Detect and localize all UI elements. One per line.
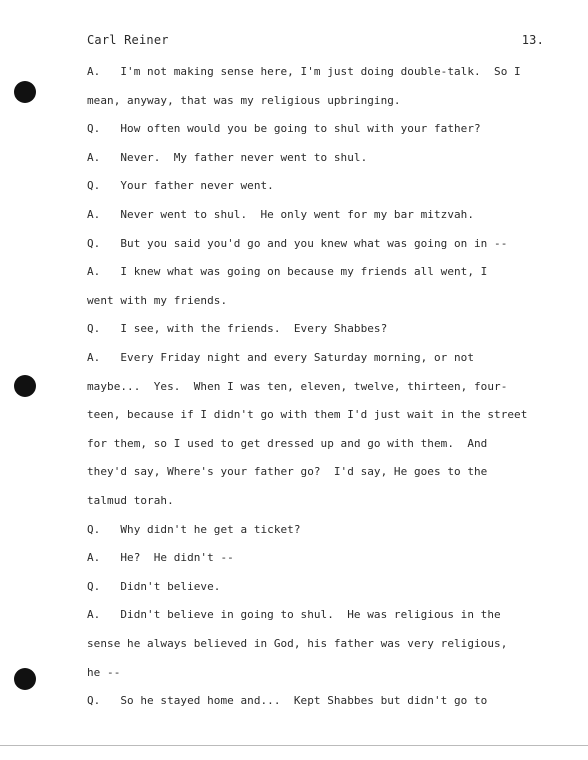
transcript-line: Q. Why didn't he get a ticket? (87, 522, 301, 536)
transcript-line: went with my friends. (87, 293, 228, 307)
transcript-line: Q. But you said you'd go and you knew what was going on in -- (87, 236, 508, 250)
page-number: 13. (521, 33, 544, 47)
transcript-line: he -- (87, 665, 121, 679)
transcript-line: A. He? He didn't -- (87, 551, 234, 565)
transcript-line: A. Never. My father never went to shul. (87, 150, 368, 164)
transcript-line: mean, anyway, that was my religious upbringing. (87, 93, 401, 107)
transcript-line: A. I'm not making sense here, I'm just doing double-talk. So I (87, 65, 521, 78)
transcript-line: Q. How often would you be going to shul with your father? (87, 122, 481, 136)
transcript-line: Q. Didn't believe. (87, 579, 221, 593)
transcript-line: A. I knew what was going on because my friends all went, I (87, 265, 488, 279)
page-edge (0, 745, 588, 746)
transcript-line: A. Never went to shul. He only went for my bar mitzvah. (87, 208, 475, 221)
transcript-line: Q. I see, with the friends. Every Shabbes? (87, 322, 388, 336)
transcript-line: for them, so I used to get dressed up and go with them. And (87, 436, 488, 450)
transcript-line: talmud torah. (87, 494, 174, 507)
transcript-line: they'd say, Where's your father go? I'd say, He goes to the (87, 465, 488, 479)
transcript-line: Q. Your father never went. (87, 179, 274, 193)
transcript-line: A. Every Friday night and every Saturday morning, or not (87, 351, 475, 364)
transcript-line: sense he always believed in God, his father was very religious, (87, 637, 508, 650)
binder-hole-bottom (14, 668, 36, 690)
transcript-line: A. Didn't believe in going to shul. He was religious in the (87, 608, 501, 622)
transcript-line: Q. So he stayed home and... Kept Shabbes but didn't go to (87, 694, 488, 708)
transcript-line: teen, because if I didn't go with them I'd just wait in the street (87, 408, 528, 422)
speaker-header: Carl Reiner (87, 33, 169, 47)
binder-hole-middle (14, 375, 36, 397)
transcript-line: maybe... Yes. When I was ten, eleven, twelve, thirteen, four- (87, 379, 508, 393)
binder-hole-top (14, 81, 36, 103)
